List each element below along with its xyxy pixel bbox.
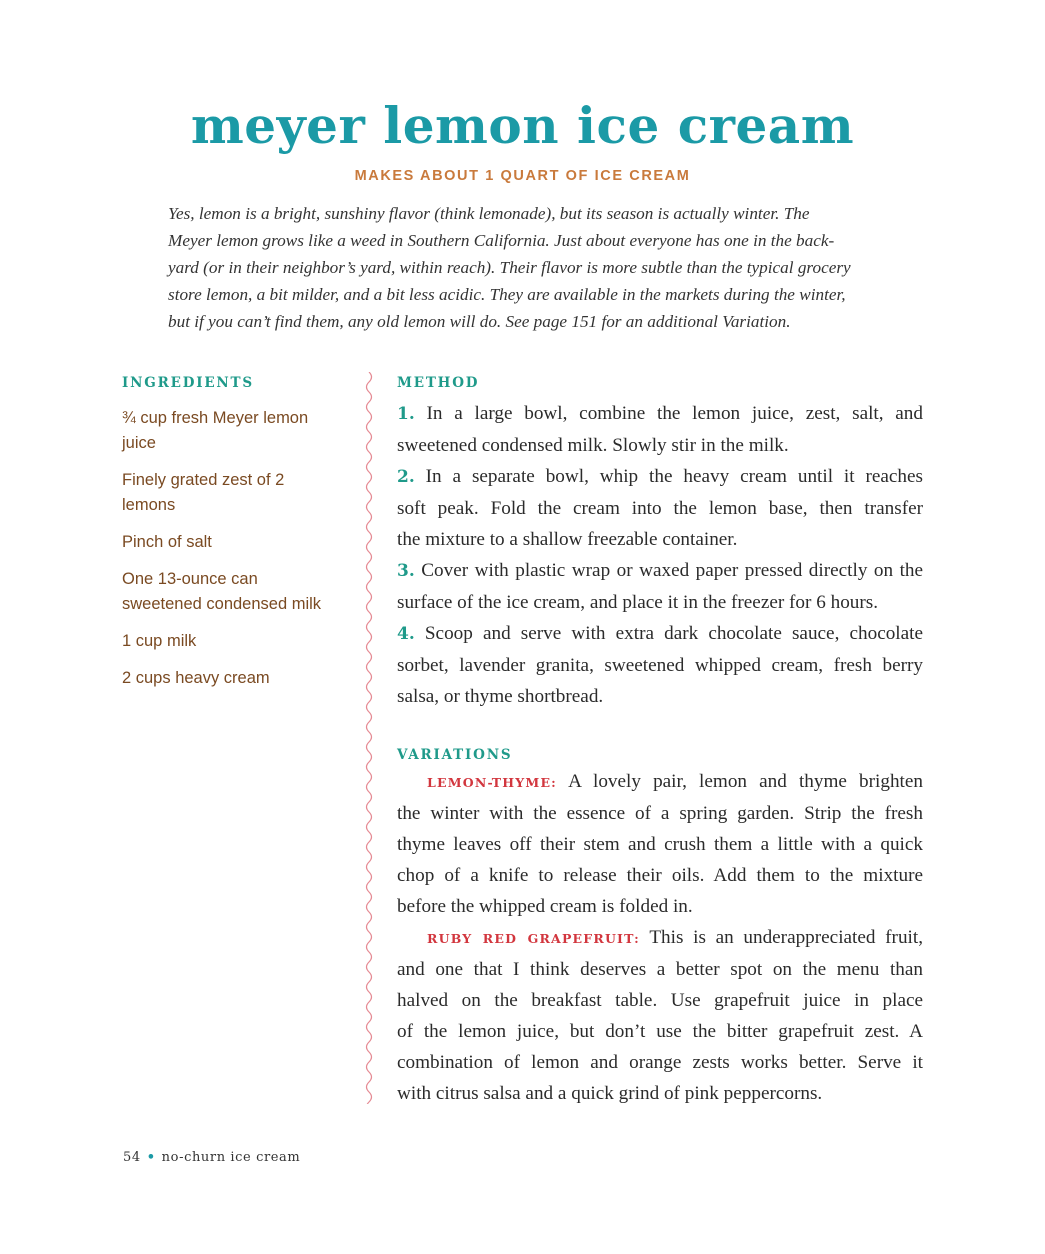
footer-bullet: • [146,1150,156,1165]
method-steps [397,398,923,712]
method-heading: METHOD [397,375,480,391]
variation-label: LEMON-THYME: [427,775,558,790]
ingredient-item [122,406,352,456]
ingredient-line: juice [122,434,156,452]
step-number: 1. [397,404,415,424]
ingredient-line: sweetened condensed milk [122,595,322,613]
variation-line: chop of a knife to release their oils. Add them to the mixture [397,865,923,886]
variation-line: with citrus salsa and a quick grind of pink peppercorns. [397,1083,823,1104]
page-number: 54 [123,1150,141,1165]
ingredient-line: Pinch of salt [122,533,212,551]
ingredient-item [122,468,352,518]
intro-line: but if you can’t find them, any old lemon will do. See page 151 for an additional Variation. [168,312,791,331]
ingredient-line: Finely grated zest of 2 [122,471,285,489]
variation-label: RUBY RED GRAPEFRUIT: [427,931,640,946]
variation-line: thyme leaves off their stem and crush them a little with a quick [397,834,923,855]
variation-line [397,922,923,954]
variation-line: combination of lemon and orange zests works better. Serve it [397,1052,923,1073]
recipe-yield: MAKES ABOUT 1 QUART OF ICE CREAM [354,168,691,184]
variation-line: of the lemon juice, but don’t use the bitter grapefruit zest. A [397,1021,923,1042]
ingredient-line: 1 cup milk [122,632,197,650]
step-text: In a large bowl, combine the lemon juice, zest, salt, and [426,403,923,424]
method-line: sorbet, lavender granita, sweetened whipped cream, fresh berry [397,655,923,676]
method-line: the mixture to a shallow freezable container. [397,529,738,550]
page-footer [123,1150,300,1165]
step-number: 4. [397,624,415,644]
ingredients-heading: INGREDIENTS [122,375,254,391]
step-number: 2. [397,467,415,487]
wavy-divider [362,372,376,1104]
recipe-title: meyer lemon ice cream [190,96,855,155]
step-text: Cover with plastic wrap or waxed paper pressed directly on the [421,560,924,581]
step-text: In a separate bowl, whip the heavy cream until it reaches [425,466,924,487]
variation-line: halved on the breakfast table. Use grapefruit juice in place [397,990,923,1011]
method-line: salsa, or thyme shortbread. [397,686,604,707]
variation-text: A lovely pair, lemon and thyme brighten [568,771,923,792]
step-number: 3. [397,561,415,581]
book-section: no-churn ice cream [161,1150,301,1165]
step-text: Scoop and serve with extra dark chocolate sauce, chocolate [424,623,923,644]
variation-line [397,766,923,798]
variation-line: the winter with the essence of a spring garden. Strip the fresh [397,803,923,824]
method-line [397,398,923,430]
variations-body [397,766,923,1109]
variation-line: before the whipped cream is folded in. [397,896,693,917]
ingredients-section [122,374,352,703]
intro-paragraph [168,200,880,335]
intro-line: Meyer lemon grows like a weed in Southern California. Just about everyone has one in the back- [168,231,835,250]
method-line [397,555,923,587]
method-line: surface of the ice cream, and place it in the freezer for 6 hours. [397,592,879,613]
ingredient-line: ¾ cup fresh Meyer lemon [122,409,309,427]
method-line [397,618,923,650]
ingredient-line: lemons [122,496,176,514]
intro-line: yard (or in their neighbor’s yard, within reach). Their flavor is more subtle than the typical grocery [168,258,851,277]
method-section [397,374,923,712]
ingredient-line: One 13-ounce can [122,570,258,588]
method-line: sweetened condensed milk. Slowly stir in the milk. [397,435,789,456]
method-line [397,461,923,493]
ingredient-item [122,530,352,555]
method-line: soft peak. Fold the cream into the lemon base, then transfer [397,498,923,519]
variations-heading: VARIATIONS [397,747,513,763]
variation-line: and one that I think deserves a better spot on the menu than [397,959,923,980]
variations-section [397,746,923,1109]
ingredient-item [122,666,352,691]
variation-text: This is an underappreciated fruit, [649,927,923,948]
ingredient-item [122,629,352,654]
intro-line: store lemon, a bit milder, and a bit less acidic. They are available in the markets during the winter, [168,285,846,304]
ingredient-item [122,567,352,617]
ingredient-line: 2 cups heavy cream [122,669,270,687]
intro-line: Yes, lemon is a bright, sunshiny flavor (think lemonade), but its season is actually winter. The [168,204,810,223]
